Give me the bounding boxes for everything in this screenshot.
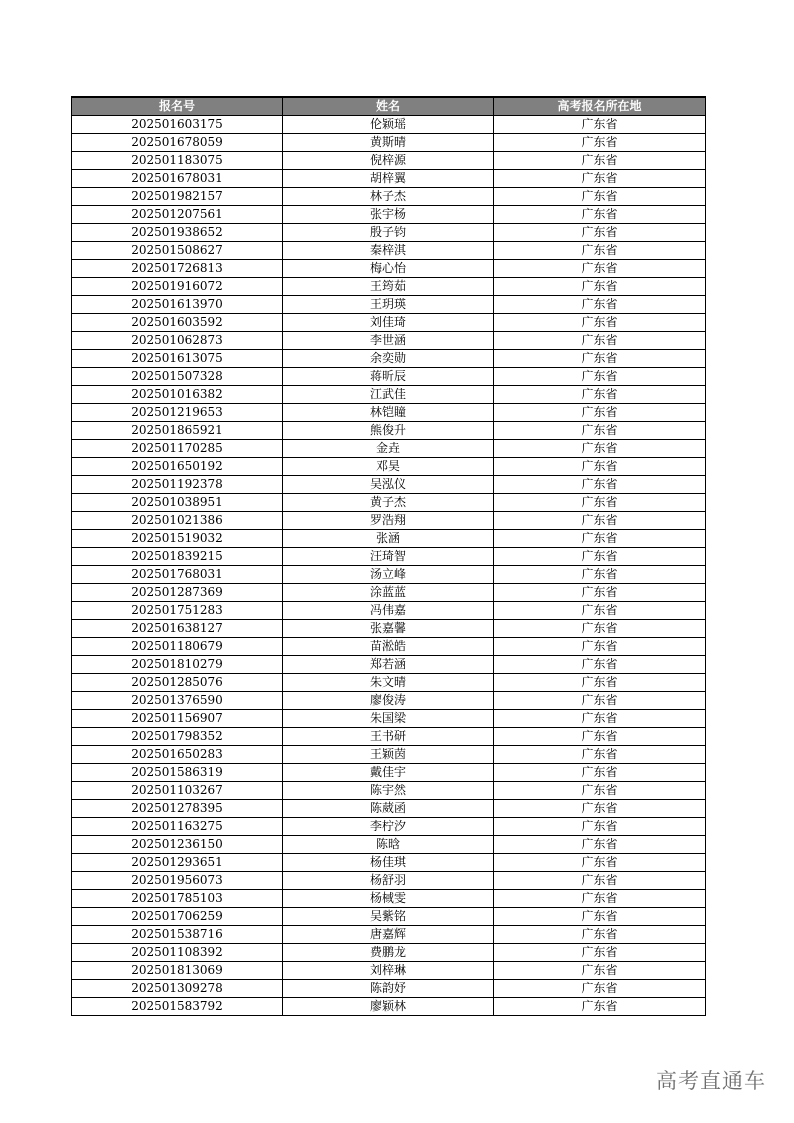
cell-exam-location: 广东省 — [494, 440, 706, 458]
cell-exam-location: 广东省 — [494, 674, 706, 692]
cell-name: 陈晗 — [283, 836, 494, 854]
cell-registration-number: 202501219653 — [72, 404, 283, 422]
cell-name: 刘佳琦 — [283, 314, 494, 332]
table-row — [72, 512, 706, 530]
roster-table — [71, 96, 706, 1016]
cell-name: 刘梓琳 — [283, 962, 494, 980]
cell-registration-number: 202501613075 — [72, 350, 283, 368]
table-row — [72, 548, 706, 566]
table-row — [72, 728, 706, 746]
cell-exam-location: 广东省 — [494, 224, 706, 242]
cell-exam-location: 广东省 — [494, 116, 706, 134]
roster-sheet — [71, 96, 706, 1016]
cell-exam-location: 广东省 — [494, 350, 706, 368]
cell-name: 陈韵妤 — [283, 980, 494, 998]
cell-name: 苗淞皓 — [283, 638, 494, 656]
table-row — [72, 872, 706, 890]
header-row — [72, 97, 706, 116]
table-row — [72, 764, 706, 782]
cell-exam-location: 广东省 — [494, 872, 706, 890]
table-row — [72, 926, 706, 944]
table-row — [72, 530, 706, 548]
cell-exam-location: 广东省 — [494, 134, 706, 152]
table-row — [72, 314, 706, 332]
cell-name: 杨舒羽 — [283, 872, 494, 890]
cell-registration-number: 202501956073 — [72, 872, 283, 890]
table-row — [72, 350, 706, 368]
cell-registration-number: 202501163275 — [72, 818, 283, 836]
cell-registration-number: 202501865921 — [72, 422, 283, 440]
cell-registration-number: 202501183075 — [72, 152, 283, 170]
cell-exam-location: 广东省 — [494, 242, 706, 260]
table-row — [72, 710, 706, 728]
table-row — [72, 332, 706, 350]
cell-registration-number: 202501021386 — [72, 512, 283, 530]
table-row — [72, 260, 706, 278]
table-row — [72, 674, 706, 692]
table-row — [72, 422, 706, 440]
table-row — [72, 854, 706, 872]
cell-exam-location: 广东省 — [494, 782, 706, 800]
cell-exam-location: 广东省 — [494, 620, 706, 638]
cell-exam-location: 广东省 — [494, 278, 706, 296]
cell-name: 王颖茵 — [283, 746, 494, 764]
cell-registration-number: 202501586319 — [72, 764, 283, 782]
cell-registration-number: 202501839215 — [72, 548, 283, 566]
cell-registration-number: 202501603175 — [72, 116, 283, 134]
table-row — [72, 602, 706, 620]
cell-registration-number: 202501726813 — [72, 260, 283, 278]
cell-exam-location: 广东省 — [494, 854, 706, 872]
cell-registration-number: 202501938652 — [72, 224, 283, 242]
table-row — [72, 242, 706, 260]
cell-name: 陈葳函 — [283, 800, 494, 818]
cell-name: 殷子钧 — [283, 224, 494, 242]
table-row — [72, 944, 706, 962]
cell-exam-location: 广东省 — [494, 548, 706, 566]
table-row — [72, 566, 706, 584]
table-row — [72, 152, 706, 170]
cell-registration-number: 202501813069 — [72, 962, 283, 980]
cell-registration-number: 202501508627 — [72, 242, 283, 260]
table-row — [72, 890, 706, 908]
cell-name: 杨佳琪 — [283, 854, 494, 872]
cell-registration-number: 202501678031 — [72, 170, 283, 188]
table-row — [72, 170, 706, 188]
table-row — [72, 116, 706, 134]
cell-registration-number: 202501785103 — [72, 890, 283, 908]
table-row — [72, 800, 706, 818]
cell-name: 王玥瑛 — [283, 296, 494, 314]
table-row — [72, 638, 706, 656]
cell-exam-location: 广东省 — [494, 584, 706, 602]
cell-name: 张涵 — [283, 530, 494, 548]
cell-name: 戴佳宇 — [283, 764, 494, 782]
cell-exam-location: 广东省 — [494, 422, 706, 440]
cell-exam-location: 广东省 — [494, 800, 706, 818]
cell-name: 林铠瞳 — [283, 404, 494, 422]
cell-exam-location: 广东省 — [494, 926, 706, 944]
cell-name: 秦梓淇 — [283, 242, 494, 260]
cell-exam-location: 广东省 — [494, 476, 706, 494]
table-row — [72, 278, 706, 296]
cell-exam-location: 广东省 — [494, 746, 706, 764]
cell-exam-location: 广东省 — [494, 962, 706, 980]
table-row — [72, 980, 706, 998]
cell-registration-number: 202501751283 — [72, 602, 283, 620]
table-row — [72, 962, 706, 980]
cell-registration-number: 202501293651 — [72, 854, 283, 872]
table-row — [72, 746, 706, 764]
cell-name: 林子杰 — [283, 188, 494, 206]
cell-name: 黄斯晴 — [283, 134, 494, 152]
cell-exam-location: 广东省 — [494, 908, 706, 926]
cell-registration-number: 202501170285 — [72, 440, 283, 458]
cell-exam-location: 广东省 — [494, 566, 706, 584]
cell-exam-location: 广东省 — [494, 512, 706, 530]
table-row — [72, 188, 706, 206]
header-name: 姓名 — [283, 97, 494, 116]
cell-exam-location: 广东省 — [494, 332, 706, 350]
cell-registration-number: 202501538716 — [72, 926, 283, 944]
cell-registration-number: 202501285076 — [72, 674, 283, 692]
cell-registration-number: 202501507328 — [72, 368, 283, 386]
cell-name: 李世涵 — [283, 332, 494, 350]
cell-registration-number: 202501062873 — [72, 332, 283, 350]
cell-registration-number: 202501108392 — [72, 944, 283, 962]
table-row — [72, 656, 706, 674]
cell-exam-location: 广东省 — [494, 170, 706, 188]
cell-exam-location: 广东省 — [494, 494, 706, 512]
cell-exam-location: 广东省 — [494, 818, 706, 836]
cell-exam-location: 广东省 — [494, 530, 706, 548]
cell-registration-number: 202501038951 — [72, 494, 283, 512]
cell-exam-location: 广东省 — [494, 206, 706, 224]
cell-exam-location: 广东省 — [494, 764, 706, 782]
table-row — [72, 620, 706, 638]
cell-registration-number: 202501613970 — [72, 296, 283, 314]
cell-name: 伦颖瑶 — [283, 116, 494, 134]
roster-body — [72, 116, 706, 1016]
cell-name: 冯伟嘉 — [283, 602, 494, 620]
watermark-text: 高考直通车 — [656, 1069, 766, 1093]
table-row — [72, 206, 706, 224]
table-row — [72, 836, 706, 854]
cell-name: 王书研 — [283, 728, 494, 746]
cell-registration-number: 202501376590 — [72, 692, 283, 710]
table-row — [72, 386, 706, 404]
cell-name: 余奕勋 — [283, 350, 494, 368]
table-row — [72, 134, 706, 152]
cell-name: 杨棫雯 — [283, 890, 494, 908]
cell-registration-number: 202501982157 — [72, 188, 283, 206]
cell-registration-number: 202501810279 — [72, 656, 283, 674]
cell-name: 廖颖林 — [283, 998, 494, 1016]
cell-registration-number: 202501103267 — [72, 782, 283, 800]
cell-name: 陈宇然 — [283, 782, 494, 800]
cell-name: 倪梓源 — [283, 152, 494, 170]
cell-exam-location: 广东省 — [494, 728, 706, 746]
cell-name: 费鹏龙 — [283, 944, 494, 962]
cell-exam-location: 广东省 — [494, 458, 706, 476]
table-row — [72, 440, 706, 458]
cell-registration-number: 202501180679 — [72, 638, 283, 656]
cell-exam-location: 广东省 — [494, 602, 706, 620]
cell-exam-location: 广东省 — [494, 638, 706, 656]
cell-exam-location: 广东省 — [494, 404, 706, 422]
table-row — [72, 224, 706, 242]
cell-name: 唐嘉辉 — [283, 926, 494, 944]
cell-name: 吴紫铭 — [283, 908, 494, 926]
cell-exam-location: 广东省 — [494, 152, 706, 170]
cell-name: 郑若涵 — [283, 656, 494, 674]
cell-exam-location: 广东省 — [494, 656, 706, 674]
cell-exam-location: 广东省 — [494, 710, 706, 728]
cell-registration-number: 202501192378 — [72, 476, 283, 494]
cell-exam-location: 广东省 — [494, 260, 706, 278]
table-row — [72, 458, 706, 476]
cell-name: 蒋昕辰 — [283, 368, 494, 386]
cell-registration-number: 202501207561 — [72, 206, 283, 224]
cell-name: 朱国梁 — [283, 710, 494, 728]
table-row — [72, 692, 706, 710]
cell-registration-number: 202501650283 — [72, 746, 283, 764]
cell-exam-location: 广东省 — [494, 998, 706, 1016]
cell-exam-location: 广东省 — [494, 386, 706, 404]
table-row — [72, 296, 706, 314]
cell-registration-number: 202501798352 — [72, 728, 283, 746]
cell-registration-number: 202501768031 — [72, 566, 283, 584]
cell-name: 王筠茹 — [283, 278, 494, 296]
cell-registration-number: 202501583792 — [72, 998, 283, 1016]
cell-registration-number: 202501156907 — [72, 710, 283, 728]
cell-exam-location: 广东省 — [494, 890, 706, 908]
cell-name: 汤立峰 — [283, 566, 494, 584]
table-row — [72, 494, 706, 512]
cell-name: 吴泓仪 — [283, 476, 494, 494]
cell-name: 张宇杨 — [283, 206, 494, 224]
table-row — [72, 368, 706, 386]
header-exam-location: 高考报名所在地 — [494, 97, 706, 116]
cell-name: 朱文晴 — [283, 674, 494, 692]
table-row — [72, 998, 706, 1016]
table-row — [72, 584, 706, 602]
cell-exam-location: 广东省 — [494, 368, 706, 386]
cell-exam-location: 广东省 — [494, 944, 706, 962]
cell-registration-number: 202501650192 — [72, 458, 283, 476]
cell-name: 廖俊涛 — [283, 692, 494, 710]
cell-name: 邓昊 — [283, 458, 494, 476]
cell-name: 胡梓翼 — [283, 170, 494, 188]
cell-registration-number: 202501638127 — [72, 620, 283, 638]
table-row — [72, 782, 706, 800]
cell-name: 黄子杰 — [283, 494, 494, 512]
cell-name: 梅心怡 — [283, 260, 494, 278]
cell-registration-number: 202501309278 — [72, 980, 283, 998]
cell-registration-number: 202501278395 — [72, 800, 283, 818]
table-row — [72, 476, 706, 494]
cell-exam-location: 广东省 — [494, 296, 706, 314]
cell-name: 金垚 — [283, 440, 494, 458]
cell-name: 汪琦智 — [283, 548, 494, 566]
cell-name: 罗浩翔 — [283, 512, 494, 530]
cell-registration-number: 202501678059 — [72, 134, 283, 152]
cell-name: 涂蓝蓝 — [283, 584, 494, 602]
cell-registration-number: 202501287369 — [72, 584, 283, 602]
table-row — [72, 908, 706, 926]
cell-name: 江武佳 — [283, 386, 494, 404]
cell-exam-location: 广东省 — [494, 314, 706, 332]
cell-registration-number: 202501236150 — [72, 836, 283, 854]
cell-exam-location: 广东省 — [494, 188, 706, 206]
cell-registration-number: 202501706259 — [72, 908, 283, 926]
header-registration-number: 报名号 — [72, 97, 283, 116]
table-row — [72, 818, 706, 836]
cell-registration-number: 202501603592 — [72, 314, 283, 332]
cell-name: 张嘉馨 — [283, 620, 494, 638]
cell-registration-number: 202501016382 — [72, 386, 283, 404]
cell-registration-number: 202501916072 — [72, 278, 283, 296]
cell-exam-location: 广东省 — [494, 692, 706, 710]
cell-exam-location: 广东省 — [494, 836, 706, 854]
cell-name: 李柠汐 — [283, 818, 494, 836]
table-row — [72, 404, 706, 422]
cell-name: 熊俊升 — [283, 422, 494, 440]
cell-registration-number: 202501519032 — [72, 530, 283, 548]
cell-exam-location: 广东省 — [494, 980, 706, 998]
